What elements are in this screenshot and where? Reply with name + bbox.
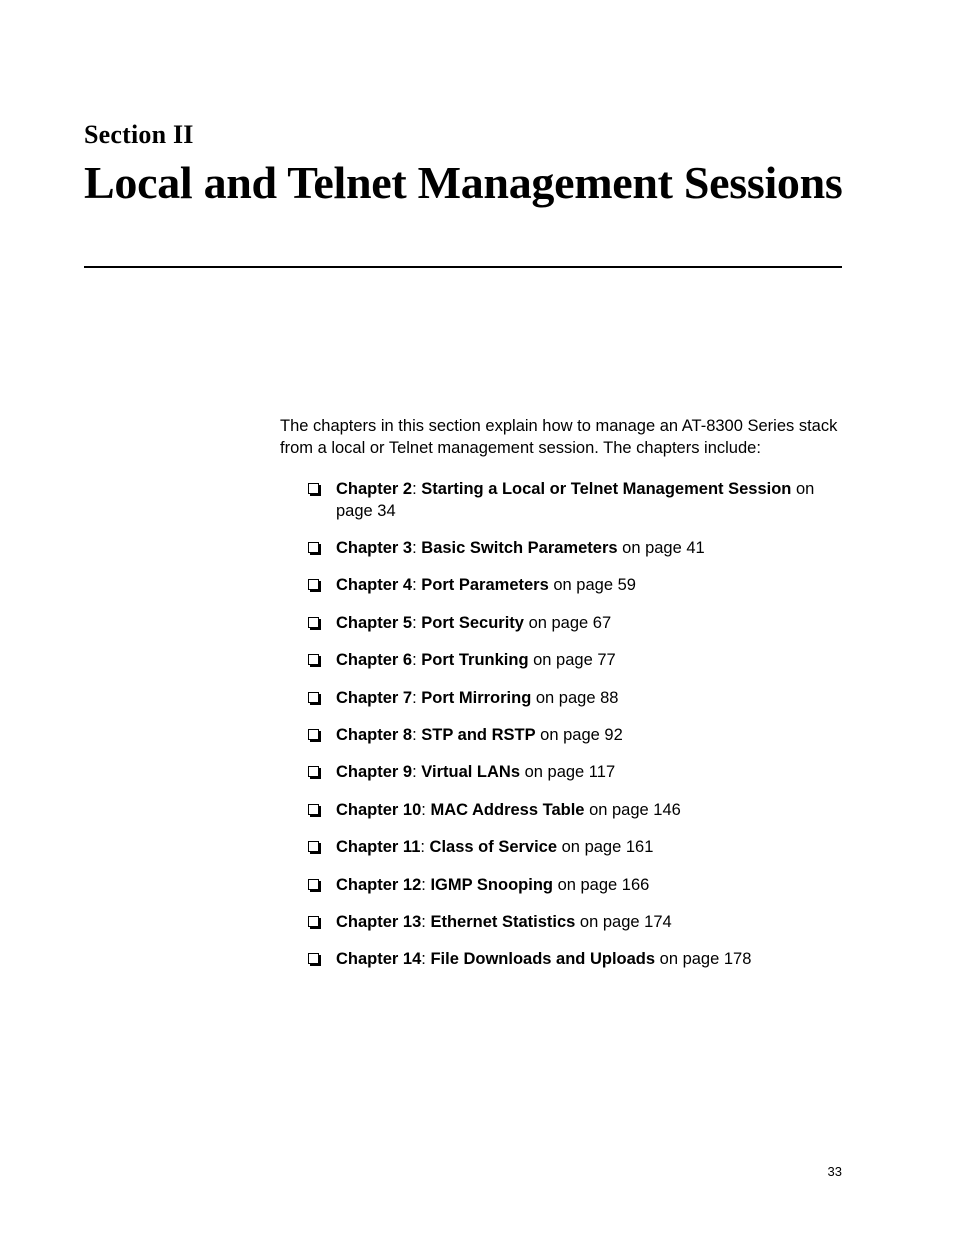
chapter-title-link[interactable]: IGMP Snooping: [430, 875, 553, 894]
chapter-separator: :: [421, 875, 431, 894]
intro-paragraph: The chapters in this section explain how to manage an AT-8300 Series stack from a local or Telnet management session. The chapters include:: [280, 417, 838, 457]
checkbox-icon: [308, 654, 319, 665]
chapter-separator: :: [421, 950, 431, 969]
chapter-title-link[interactable]: Port Mirroring: [421, 688, 532, 707]
chapter-page-ref: on page 59: [548, 576, 636, 595]
chapter-title-link[interactable]: Port Parameters: [421, 576, 549, 595]
chapter-number: Chapter 5: [336, 613, 413, 632]
chapter-number: Chapter 11: [336, 838, 421, 857]
chapter-page-ref: on page 166: [552, 875, 650, 894]
chapter-separator: :: [412, 725, 422, 744]
title-divider: [84, 266, 842, 268]
chapter-number: Chapter 8: [336, 725, 413, 744]
chapter-list-item[interactable]: [306, 761, 851, 783]
chapter-separator: :: [412, 651, 422, 670]
chapter-separator: :: [421, 912, 431, 931]
checkbox-icon: [308, 841, 319, 852]
page-number: 33: [827, 1164, 842, 1179]
chapter-title-link[interactable]: MAC Address Table: [430, 800, 585, 819]
chapter-page-ref: on page 34: [336, 480, 815, 520]
checkbox-icon: [308, 617, 319, 628]
chapter-number: Chapter 14: [336, 950, 422, 969]
chapter-number: Chapter 10: [336, 800, 422, 819]
chapter-separator: :: [412, 688, 422, 707]
chapter-number: Chapter 12: [336, 875, 422, 894]
chapter-page-ref: on page 41: [617, 539, 705, 557]
chapter-page-ref: on page 117: [520, 763, 616, 782]
chapter-title-link[interactable]: Basic Switch Parameters: [421, 539, 618, 557]
chapter-title-link[interactable]: File Downloads and Uploads: [430, 950, 656, 969]
chapter-page-ref: on page 161: [557, 838, 654, 857]
chapter-separator: :: [412, 480, 422, 498]
chapter-number: Chapter 4: [336, 576, 413, 595]
chapter-number: Chapter 9: [336, 763, 413, 782]
chapter-separator: :: [412, 539, 422, 557]
chapter-title-link[interactable]: Port Security: [421, 613, 524, 632]
chapter-list-item[interactable]: [306, 574, 851, 596]
chapter-title-link[interactable]: Virtual LANs: [421, 763, 520, 782]
chapter-title-link[interactable]: Port Trunking: [421, 651, 529, 670]
chapter-number: Chapter 3: [336, 539, 413, 557]
chapter-number: Chapter 13: [336, 912, 422, 931]
checkbox-icon: [308, 579, 319, 590]
chapter-list-item[interactable]: [306, 724, 851, 746]
chapter-title-link[interactable]: STP and RSTP: [421, 725, 536, 744]
checkbox-icon: [308, 879, 319, 890]
checkbox-icon: [308, 692, 319, 703]
checkbox-icon: [308, 766, 319, 777]
section-label: Section II: [84, 120, 194, 149]
chapter-page-ref: on page 146: [584, 800, 681, 819]
chapter-page-ref: on page 174: [575, 912, 672, 931]
chapter-number: Chapter 7: [336, 688, 413, 707]
chapter-list-item[interactable]: [306, 612, 851, 634]
chapter-list-item[interactable]: [306, 948, 851, 970]
checkbox-icon: [308, 483, 319, 494]
chapter-separator: :: [412, 613, 422, 632]
chapter-title-link[interactable]: Class of Service: [429, 838, 558, 857]
chapter-separator: :: [421, 800, 431, 819]
chapter-list-item[interactable]: [306, 478, 851, 522]
chapter-page-ref: on page 92: [535, 725, 623, 744]
chapter-list-item[interactable]: [306, 537, 851, 559]
chapter-separator: :: [412, 763, 422, 782]
chapter-list-item[interactable]: [306, 687, 851, 709]
checkbox-icon: [308, 729, 319, 740]
page-title: Local and Telnet Management Sessions: [84, 157, 843, 208]
chapter-page-ref: on page 88: [531, 688, 619, 707]
chapter-list-item[interactable]: [306, 836, 851, 858]
checkbox-icon: [308, 804, 319, 815]
checkbox-icon: [308, 953, 319, 964]
chapter-list-item[interactable]: [306, 911, 851, 933]
chapter-page-ref: on page 178: [655, 950, 752, 969]
chapter-list-item[interactable]: [306, 649, 851, 671]
chapter-page-ref: on page 67: [523, 613, 612, 632]
chapter-list-item[interactable]: [306, 799, 851, 821]
chapter-list-item[interactable]: [306, 874, 851, 896]
chapter-number: Chapter 6: [336, 651, 413, 670]
chapter-separator: :: [412, 576, 422, 595]
chapter-number: Chapter 2: [336, 480, 413, 498]
chapter-title-link[interactable]: Starting a Local or Telnet Management Session: [421, 480, 792, 498]
chapter-page-ref: on page 77: [528, 651, 616, 670]
chapter-list: [306, 478, 851, 986]
checkbox-icon: [308, 916, 319, 927]
checkbox-icon: [308, 542, 319, 553]
chapter-title-link[interactable]: Ethernet Statistics: [430, 912, 576, 931]
chapter-separator: :: [420, 838, 430, 857]
